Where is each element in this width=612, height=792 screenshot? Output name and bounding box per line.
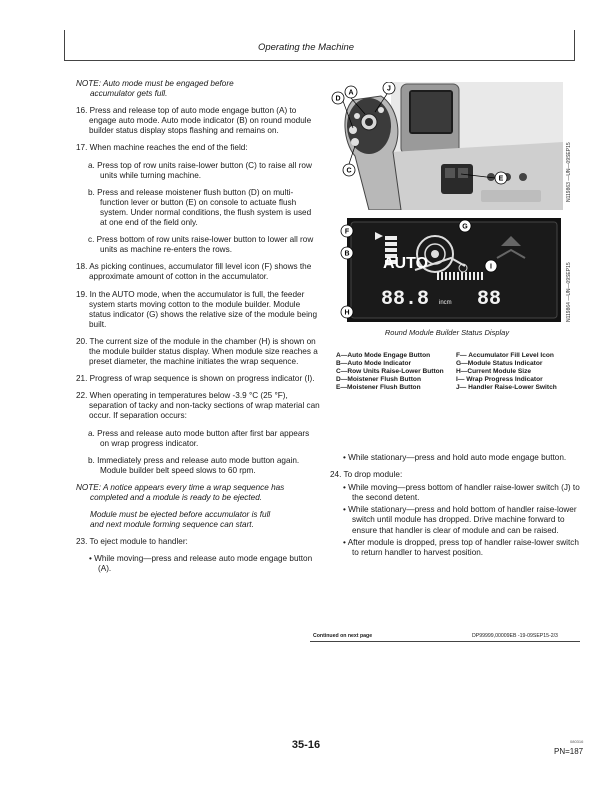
header-divider [64, 60, 575, 61]
legend-item: G—Module Status Indicator [456, 360, 543, 367]
step-24: 24. To drop module: [330, 470, 403, 480]
legend-left [336, 352, 456, 392]
right-column [330, 453, 580, 560]
lcd-right-digits: 88 [477, 288, 502, 311]
step-22: 22. When operating in temperatures below -3.9 °C (25 °F), separation of tacky and non-tacky sections of wrap material can occur. If separation occurs: [76, 391, 320, 421]
bullet-drop-moving: • While moving—press bottom of handler raise-lower switch (J) to the second detent. [343, 483, 580, 503]
step-21: 21. Progress of wrap sequence is shown on progress indicator (I). [76, 374, 315, 384]
callout-f: F [344, 228, 350, 236]
note-wrap-notice: NOTE: A notice appears every time a wrap sequence has completed and a module is ready to be ejected. [76, 482, 285, 502]
status-display-illustration [344, 218, 561, 322]
legend-item: J— Handler Raise-Lower Switch [456, 384, 557, 391]
callout-h: H [344, 309, 350, 317]
legend-item: A—Auto Mode Engage Button [336, 352, 431, 359]
legend-item: B—Auto Mode Indicator [336, 360, 412, 367]
pn-number: PN=187 [554, 747, 584, 756]
lcd-auto-label: AUTO [383, 255, 429, 272]
legend-item: F— Accumulator Fill Level Icon [456, 352, 554, 359]
callout-e: E [498, 175, 504, 183]
step-16: 16. Press and release top of auto mode engage button (A) to engage auto mode. Auto mode indicator (B) on round module builder status display stops flashing and remains on. [76, 106, 312, 136]
bullet-eject-moving: • While moving—press and release auto mode engage button (A). [89, 554, 313, 574]
note-eject: Module must be ejected before accumulator is full and next module forming sequence can start. [90, 510, 271, 530]
callout-i: I [490, 263, 492, 271]
page-small-code: 080316 [570, 739, 584, 744]
legend-right [456, 352, 576, 392]
document-code: DP99999,00009EB -19-09SEP15-2/3 [472, 633, 558, 639]
lever-illustration [331, 82, 563, 210]
step-23: 23. To eject module to handler: [76, 537, 188, 547]
callout-b: B [344, 250, 350, 258]
callout-g: G [462, 223, 468, 231]
step-17b: b. Press and release moistener flush button (D) on multi-function lever or button (E) on console to actuate flush system. Under normal conditions, the flush system is used at one end of the field only. [88, 187, 312, 228]
step-20: 20. The current size of the module in the chamber (H) is shown on the module builder status display. When module size reaches a preset diameter, the machine initiates the wrap sequence. [76, 336, 318, 367]
step-22a: a. Press and release auto mode button after first bar appears on wrap progress indicator. [88, 428, 310, 448]
continued-note: Continued on next page [313, 633, 373, 639]
status-display-photo [344, 218, 561, 322]
lcd-module-size: 88.8 [381, 288, 430, 311]
legend-item: I— Wrap Progress Indicator [456, 376, 543, 383]
note-auto-mode: NOTE: Auto mode must be engaged before accumulator gets full. [76, 79, 234, 99]
lcd-unit: incm [439, 300, 452, 306]
section-title: Operating the Machine [257, 42, 355, 53]
step-22b: b. Immediately press and release auto mode button again. Module builder belt speed slows to 60 rpm. [88, 455, 300, 475]
bullet-drop-after: • After module is dropped, press top of handler raise-lower switch to return handler to harvest position. [343, 537, 579, 557]
legend-item: D—Moistener Flush Button [336, 376, 421, 383]
legend-item: E—Moistener Flush Button [336, 384, 421, 391]
bullet-eject-stationary: • While stationary—press and hold auto mode engage button. [343, 453, 567, 462]
step-17: 17. When machine reaches the end of the field: [76, 143, 248, 153]
page-number: 35-16 [291, 739, 321, 751]
bullet-drop-stationary: • While stationary—press and hold bottom of handler raise-lower switch until module has dropped. Drive machine forward to ensure that handler is clear of module and can be raised. [343, 505, 577, 535]
footer-divider [310, 641, 580, 642]
step-17c: c. Press bottom of row units raise-lower button to lower all row units as machine re-enters the rows. [88, 235, 314, 255]
step-17a: a. Press top of row units raise-lower button (C) to raise all row units while turning machine. [88, 160, 312, 180]
callout-a: A [348, 89, 354, 97]
figure-code-1: N119863 —UN—09SEP15 [566, 142, 572, 202]
callout-d: D [335, 95, 341, 103]
callout-j: J [387, 85, 391, 93]
figure-code-2: N119864 —UN—09SEP15 [566, 262, 572, 322]
legend-item: H—Current Module Size [456, 368, 532, 375]
step-19: 19. In the AUTO mode, when the accumulator is full, the feeder system starts moving cotton to the module builder. Module status indicator (G) shows the relative size of the module being built. [76, 289, 317, 329]
multifunction-lever-photo [331, 82, 563, 210]
figure-caption: Round Module Builder Status Display [384, 328, 510, 337]
step-18: 18. As picking continues, accumulator fill level icon (F) shows the approximate amount of cotton in the accumulator. [76, 262, 312, 282]
legend-item: C—Row Units Raise-Lower Button [336, 368, 444, 375]
left-column [76, 79, 320, 577]
left-callouts [338, 222, 362, 322]
callout-c: C [346, 167, 352, 175]
